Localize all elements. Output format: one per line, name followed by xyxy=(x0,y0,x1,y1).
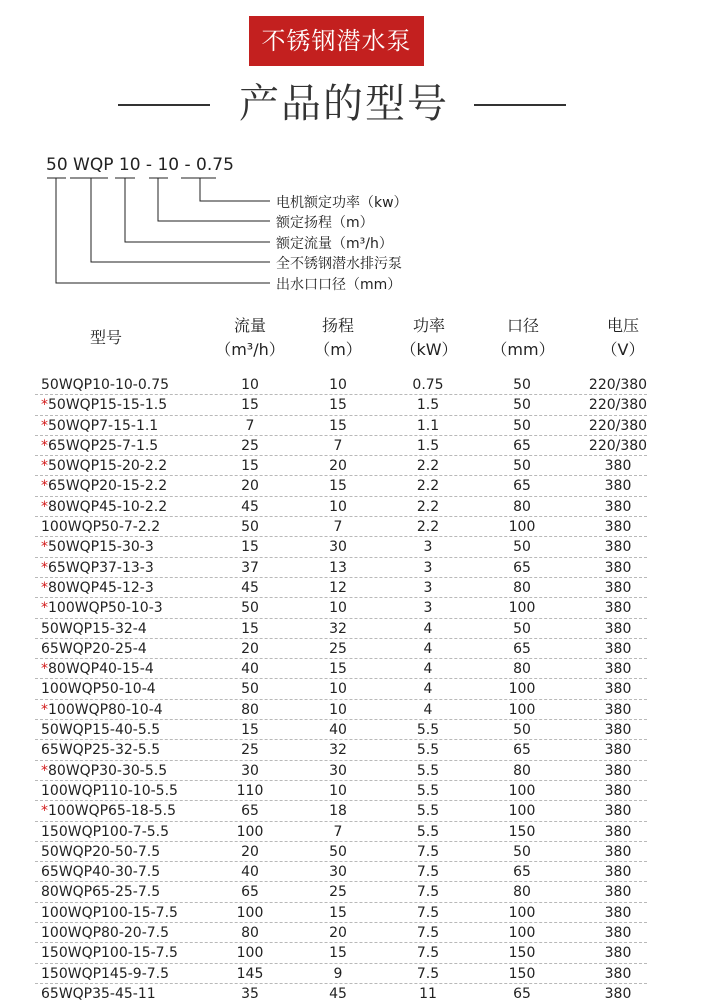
table-row xyxy=(35,659,647,679)
cell-model xyxy=(35,823,210,841)
cell-head: 7 xyxy=(333,437,343,454)
cell-bore: 100 xyxy=(508,600,536,617)
heading-rule-right xyxy=(474,104,566,106)
cell-head: 30 xyxy=(329,539,347,556)
table-row xyxy=(35,679,647,699)
cell-power: 7.5 xyxy=(416,945,440,962)
cell-voltage: 380 xyxy=(604,722,632,739)
cell-flow: 45 xyxy=(241,498,259,515)
cell-model xyxy=(35,782,210,800)
table-row xyxy=(35,903,647,923)
heading-rule-left xyxy=(118,104,210,106)
recommended-marker: * xyxy=(41,600,48,617)
cell-flow: 25 xyxy=(241,437,259,454)
recommended-marker: * xyxy=(41,539,48,556)
model-name: 80WQP40-15-4 xyxy=(48,661,154,678)
cell-flow: 100 xyxy=(236,904,264,921)
cell-head: 13 xyxy=(329,559,347,576)
model-name: 50WQP15-20-2.2 xyxy=(48,458,168,475)
cell-flow: 50 xyxy=(241,519,259,536)
cell-power: 7.5 xyxy=(416,925,440,942)
cell-bore: 150 xyxy=(508,823,536,840)
cell-head: 32 xyxy=(329,742,347,759)
cell-flow: 65 xyxy=(241,884,259,901)
cell-flow: 20 xyxy=(241,640,259,657)
table-row xyxy=(35,882,647,902)
cell-head: 15 xyxy=(329,661,347,678)
recommended-marker: * xyxy=(41,803,48,820)
cell-bore: 50 xyxy=(513,539,531,556)
cell-power: 2.2 xyxy=(416,519,440,536)
cell-power: 7.5 xyxy=(416,965,440,982)
model-name: 100WQP50-7-2.2 xyxy=(41,519,161,536)
cell-head: 10 xyxy=(329,600,347,617)
cell-head: 15 xyxy=(329,417,347,434)
cell-voltage: 380 xyxy=(604,579,632,596)
cell-bore: 50 xyxy=(513,397,531,414)
cell-voltage: 380 xyxy=(604,782,632,799)
section-heading xyxy=(0,76,715,132)
cell-bore: 80 xyxy=(513,762,531,779)
cell-power: 1.5 xyxy=(416,397,440,414)
cell-model xyxy=(35,498,210,516)
cell-power: 3 xyxy=(423,579,433,596)
cell-head: 10 xyxy=(329,377,347,393)
cell-bore: 100 xyxy=(508,681,536,698)
table-row xyxy=(35,964,647,984)
table-row xyxy=(35,801,647,821)
model-name: 50WQP20-50-7.5 xyxy=(41,843,161,860)
cell-flow: 50 xyxy=(241,681,259,698)
cell-flow: 37 xyxy=(241,559,259,576)
cell-head: 7 xyxy=(333,519,343,536)
table-row xyxy=(35,375,647,395)
legend-motor-power: 电机额定功率（kw） xyxy=(276,195,408,211)
model-name: 50WQP7-15-1.1 xyxy=(48,417,159,434)
cell-model xyxy=(35,965,210,983)
legend-rated-flow: 额定流量（m³/h） xyxy=(276,236,393,252)
cell-model xyxy=(35,944,210,962)
cell-bore: 65 xyxy=(513,437,531,454)
cell-model xyxy=(35,518,210,536)
model-name: 100WQP50-10-3 xyxy=(48,600,163,617)
cell-model xyxy=(35,620,210,638)
cell-voltage: 380 xyxy=(604,884,632,901)
cell-voltage: 380 xyxy=(604,762,632,779)
cell-flow: 15 xyxy=(241,722,259,739)
table-row xyxy=(35,781,647,801)
cell-voltage: 380 xyxy=(604,620,632,637)
cell-voltage: 380 xyxy=(604,498,632,515)
table-row xyxy=(35,639,647,659)
model-name: 100WQP100-15-7.5 xyxy=(41,904,178,921)
cell-voltage: 380 xyxy=(604,864,632,881)
cell-voltage: 220/380 xyxy=(588,437,648,454)
cell-head: 10 xyxy=(329,498,347,515)
cell-voltage: 380 xyxy=(604,843,632,860)
cell-bore: 65 xyxy=(513,742,531,759)
cell-flow: 10 xyxy=(241,377,259,393)
cell-voltage: 380 xyxy=(604,985,632,1000)
legend-rated-head: 额定扬程（m） xyxy=(276,215,374,231)
connector-power xyxy=(200,178,270,201)
cell-model xyxy=(35,538,210,556)
cell-model xyxy=(35,741,210,759)
model-name: 100WQP80-20-7.5 xyxy=(41,925,170,942)
model-name: 80WQP65-25-7.5 xyxy=(41,884,161,901)
recommended-marker: * xyxy=(41,579,48,596)
cell-bore: 100 xyxy=(508,803,536,820)
cell-flow: 110 xyxy=(236,782,264,799)
cell-model xyxy=(35,762,210,780)
cell-head: 10 xyxy=(329,782,347,799)
recommended-marker: * xyxy=(41,559,48,576)
cell-model xyxy=(35,843,210,861)
cell-power: 5.5 xyxy=(416,803,440,820)
model-name: 80WQP30-30-5.5 xyxy=(48,762,168,779)
cell-bore: 50 xyxy=(513,620,531,637)
connector-flow xyxy=(125,178,270,242)
recommended-marker: * xyxy=(41,437,48,454)
connector-wqp xyxy=(91,178,270,262)
cell-flow: 20 xyxy=(241,843,259,860)
table-row xyxy=(35,700,647,720)
cell-model xyxy=(35,477,210,495)
cell-power: 2.2 xyxy=(416,498,440,515)
cell-power: 3 xyxy=(423,600,433,617)
cell-flow: 100 xyxy=(236,945,264,962)
cell-flow: 15 xyxy=(241,458,259,475)
cell-flow: 25 xyxy=(241,742,259,759)
cell-power: 2.2 xyxy=(416,458,440,475)
cell-bore: 50 xyxy=(513,722,531,739)
cell-power: 7.5 xyxy=(416,904,440,921)
cell-power: 11 xyxy=(419,985,437,1000)
table-row xyxy=(35,497,647,517)
cell-flow: 35 xyxy=(241,985,259,1000)
cell-power: 1.1 xyxy=(416,417,440,434)
model-name: 100WQP65-18-5.5 xyxy=(48,803,177,820)
cell-voltage: 380 xyxy=(604,965,632,982)
cell-bore: 100 xyxy=(508,519,536,536)
table-row xyxy=(35,416,647,436)
recommended-marker: * xyxy=(41,661,48,678)
cell-model xyxy=(35,924,210,942)
cell-voltage: 380 xyxy=(604,640,632,657)
cell-model xyxy=(35,559,210,577)
cell-model xyxy=(35,883,210,901)
model-name: 65WQP37-13-3 xyxy=(48,559,154,576)
cell-voltage: 380 xyxy=(604,742,632,759)
header-bore: 口径 （mm） xyxy=(491,316,555,359)
model-name: 80WQP45-12-3 xyxy=(48,579,154,596)
cell-flow: 15 xyxy=(241,620,259,637)
cell-voltage: 380 xyxy=(604,519,632,536)
cell-model xyxy=(35,721,210,739)
cell-flow: 30 xyxy=(241,762,259,779)
cell-voltage: 380 xyxy=(604,803,632,820)
recommended-marker: * xyxy=(41,762,48,779)
cell-head: 15 xyxy=(329,945,347,962)
recommended-marker: * xyxy=(41,458,48,475)
cell-head: 20 xyxy=(329,925,347,942)
legend-outlet-bore: 出水口口径（mm） xyxy=(276,277,402,293)
recommended-marker: * xyxy=(41,417,48,434)
header-flow: 流量 （m³/h） xyxy=(215,316,285,359)
cell-power: 3 xyxy=(423,539,433,556)
cell-model xyxy=(35,863,210,881)
cell-power: 4 xyxy=(423,681,433,698)
cell-model xyxy=(35,579,210,597)
cell-flow: 7 xyxy=(245,417,255,434)
model-name: 65WQP40-30-7.5 xyxy=(41,864,161,881)
header-voltage: 电压 （V） xyxy=(601,316,645,359)
cell-voltage: 380 xyxy=(604,600,632,617)
cell-model xyxy=(35,680,210,698)
model-name: 65WQP20-15-2.2 xyxy=(48,478,168,495)
cell-flow: 65 xyxy=(241,803,259,820)
model-name: 65WQP25-32-5.5 xyxy=(41,742,161,759)
cell-model xyxy=(35,437,210,455)
cell-head: 25 xyxy=(329,884,347,901)
cell-power: 4 xyxy=(423,620,433,637)
cell-bore: 100 xyxy=(508,782,536,799)
section-title: 产品的型号 xyxy=(239,81,449,127)
table-row xyxy=(35,720,647,740)
cell-head: 50 xyxy=(329,843,347,860)
cell-model xyxy=(35,802,210,820)
cell-voltage: 380 xyxy=(604,701,632,718)
cell-head: 15 xyxy=(329,397,347,414)
cell-bore: 80 xyxy=(513,579,531,596)
cell-bore: 100 xyxy=(508,701,536,718)
table-row xyxy=(35,842,647,862)
cell-head: 10 xyxy=(329,701,347,718)
cell-power: 7.5 xyxy=(416,884,440,901)
cell-power: 0.75 xyxy=(412,377,444,393)
cell-head: 25 xyxy=(329,640,347,657)
cell-power: 1.5 xyxy=(416,437,440,454)
model-code-example: 50 WQP 10 - 10 - 0.75 xyxy=(46,155,234,175)
cell-model xyxy=(35,701,210,719)
cell-model xyxy=(35,904,210,922)
table-row xyxy=(35,456,647,476)
table-row xyxy=(35,619,647,639)
table-row xyxy=(35,517,647,537)
table-row xyxy=(35,578,647,598)
table-row xyxy=(35,395,647,415)
cell-power: 4 xyxy=(423,640,433,657)
cell-voltage: 220/380 xyxy=(588,397,648,414)
cell-head: 9 xyxy=(333,965,343,982)
header-power: 功率 （kW） xyxy=(400,316,458,359)
cell-head: 40 xyxy=(329,722,347,739)
cell-voltage: 380 xyxy=(604,681,632,698)
cell-bore: 65 xyxy=(513,985,531,1000)
cell-flow: 50 xyxy=(241,600,259,617)
model-name: 65WQP20-25-4 xyxy=(41,640,147,657)
product-category-badge: 不锈钢潜水泵 xyxy=(249,16,424,66)
table-row xyxy=(35,537,647,557)
cell-bore: 100 xyxy=(508,925,536,942)
cell-bore: 80 xyxy=(513,661,531,678)
cell-voltage: 380 xyxy=(604,478,632,495)
table-row xyxy=(35,436,647,456)
cell-voltage: 380 xyxy=(604,925,632,942)
cell-voltage: 380 xyxy=(604,904,632,921)
cell-bore: 50 xyxy=(513,417,531,434)
cell-flow: 80 xyxy=(241,925,259,942)
cell-model xyxy=(35,457,210,475)
cell-head: 32 xyxy=(329,620,347,637)
table-row xyxy=(35,984,647,1000)
cell-head: 30 xyxy=(329,864,347,881)
table-row xyxy=(35,822,647,842)
recommended-marker: * xyxy=(41,498,48,515)
cell-head: 30 xyxy=(329,762,347,779)
cell-power: 5.5 xyxy=(416,742,440,759)
header-head: 扬程 （m） xyxy=(314,316,362,359)
cell-flow: 40 xyxy=(241,864,259,881)
cell-head: 20 xyxy=(329,458,347,475)
cell-model xyxy=(35,599,210,617)
cell-head: 10 xyxy=(329,681,347,698)
recommended-marker: * xyxy=(41,397,48,414)
cell-voltage: 380 xyxy=(604,823,632,840)
cell-power: 7.5 xyxy=(416,864,440,881)
model-name: 50WQP10-10-0.75 xyxy=(41,377,170,393)
cell-power: 5.5 xyxy=(416,762,440,779)
cell-bore: 65 xyxy=(513,478,531,495)
cell-voltage: 220/380 xyxy=(588,377,648,393)
model-name: 150WQP145-9-7.5 xyxy=(41,965,170,982)
cell-bore: 50 xyxy=(513,377,531,393)
table-row xyxy=(35,476,647,496)
recommended-marker: * xyxy=(41,701,48,718)
cell-head: 15 xyxy=(329,904,347,921)
cell-head: 12 xyxy=(329,579,347,596)
cell-bore: 65 xyxy=(513,864,531,881)
cell-bore: 80 xyxy=(513,884,531,901)
connector-head xyxy=(158,178,270,221)
table-header xyxy=(0,314,715,366)
model-name: 50WQP15-32-4 xyxy=(41,620,147,637)
model-name: 100WQP110-10-5.5 xyxy=(41,782,178,799)
connector-bore xyxy=(56,178,270,283)
cell-voltage: 380 xyxy=(604,458,632,475)
legend-pump-type: 全不锈钢潜水排污泵 xyxy=(276,256,402,272)
table-row xyxy=(35,923,647,943)
cell-flow: 45 xyxy=(241,579,259,596)
cell-voltage: 380 xyxy=(604,559,632,576)
model-name: 50WQP15-30-3 xyxy=(48,539,154,556)
table-row xyxy=(35,943,647,963)
recommended-marker: * xyxy=(41,478,48,495)
model-name: 100WQP80-10-4 xyxy=(48,701,163,718)
cell-power: 7.5 xyxy=(416,843,440,860)
cell-model xyxy=(35,376,210,394)
model-name: 150WQP100-15-7.5 xyxy=(41,945,178,962)
cell-model xyxy=(35,660,210,678)
cell-head: 18 xyxy=(329,803,347,820)
cell-power: 5.5 xyxy=(416,823,440,840)
cell-flow: 100 xyxy=(236,823,264,840)
cell-head: 15 xyxy=(329,478,347,495)
model-name: 80WQP45-10-2.2 xyxy=(48,498,168,515)
cell-power: 3 xyxy=(423,559,433,576)
cell-bore: 65 xyxy=(513,640,531,657)
cell-bore: 65 xyxy=(513,559,531,576)
cell-flow: 15 xyxy=(241,397,259,414)
cell-power: 5.5 xyxy=(416,722,440,739)
cell-voltage: 380 xyxy=(604,945,632,962)
model-name: 65WQP35-45-11 xyxy=(41,985,156,1000)
cell-power: 5.5 xyxy=(416,782,440,799)
cell-flow: 15 xyxy=(241,539,259,556)
table-row xyxy=(35,598,647,618)
cell-flow: 20 xyxy=(241,478,259,495)
table-row xyxy=(35,862,647,882)
cell-bore: 100 xyxy=(508,904,536,921)
cell-voltage: 220/380 xyxy=(588,417,648,434)
cell-model xyxy=(35,640,210,658)
cell-power: 4 xyxy=(423,661,433,678)
cell-flow: 80 xyxy=(241,701,259,718)
model-name: 65WQP25-7-1.5 xyxy=(48,437,159,454)
cell-head: 7 xyxy=(333,823,343,840)
cell-flow: 145 xyxy=(236,965,264,982)
cell-head: 45 xyxy=(329,985,347,1000)
cell-bore: 150 xyxy=(508,965,536,982)
table-row xyxy=(35,558,647,578)
cell-bore: 80 xyxy=(513,498,531,515)
cell-voltage: 380 xyxy=(604,661,632,678)
cell-model xyxy=(35,985,210,1000)
cell-power: 2.2 xyxy=(416,478,440,495)
model-name: 150WQP100-7-5.5 xyxy=(41,823,170,840)
model-name: 100WQP50-10-4 xyxy=(41,681,156,698)
cell-model xyxy=(35,417,210,435)
cell-bore: 150 xyxy=(508,945,536,962)
cell-voltage: 380 xyxy=(604,539,632,556)
header-model: 型号 xyxy=(89,328,122,347)
cell-model xyxy=(35,396,210,414)
table-row xyxy=(35,740,647,760)
model-table-body xyxy=(0,375,715,1000)
table-row xyxy=(35,761,647,781)
model-name: 50WQP15-15-1.5 xyxy=(48,397,168,414)
cell-bore: 50 xyxy=(513,843,531,860)
cell-power: 4 xyxy=(423,701,433,718)
cell-flow: 40 xyxy=(241,661,259,678)
cell-bore: 50 xyxy=(513,458,531,475)
model-name: 50WQP15-40-5.5 xyxy=(41,722,161,739)
